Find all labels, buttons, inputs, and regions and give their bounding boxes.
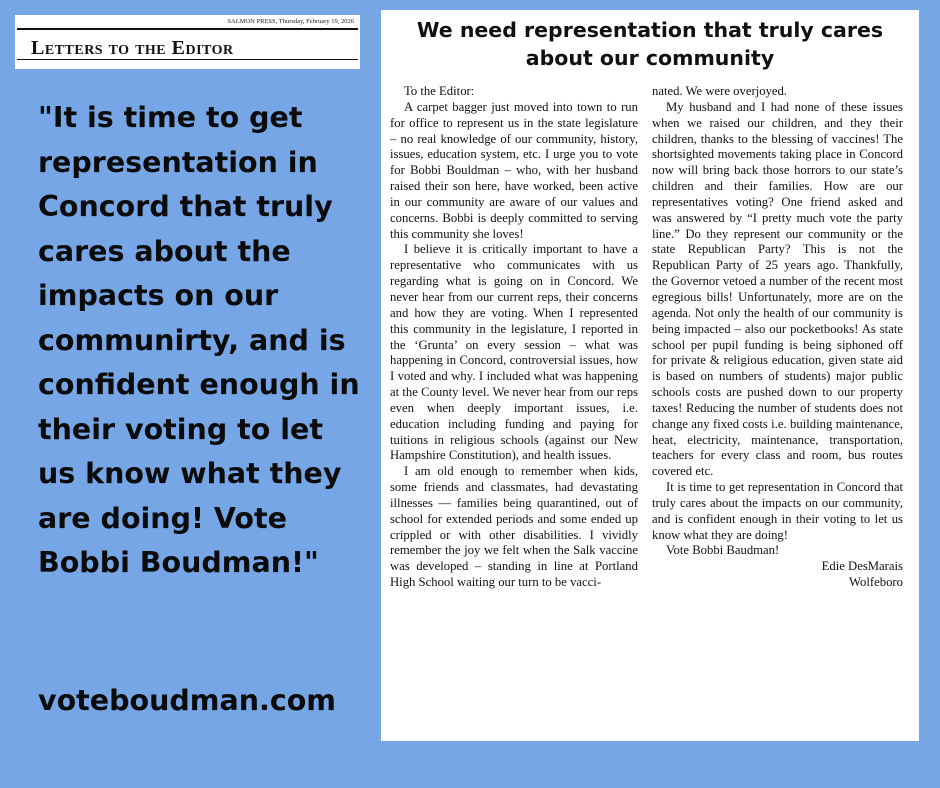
letter-paragraph: A carpet bagger just moved into town to run for office to represent us in the state legislature – no real knowledge of our community, history, issues, education system, etc. I urge you to vote for Bobbi Bouldman – who, with her husband raised their son here, have worked, been active in our community are aware of our values and concerns. Bobbi is deeply committed to serving this community she loves!: [390, 99, 638, 241]
masthead-rule-top: [17, 28, 358, 30]
letter-paragraph: I am old enough to remember when kids, some friends and classmates, had devastating illnesses — families being quarantined, out of school for extended periods and some ended up crippled or with other disabilities. I vividly remember the joy we felt when the Salk vaccine was developed – standing in line at Portland High School waiting our turn to be vacci-: [390, 464, 638, 590]
campaign-quote: "It is time to get representation in Concord that truly cares about the impacts on our communirty, and is confident enough in their voting to let us know what they are doing! Vote Bobbi Boudman!": [38, 101, 360, 579]
masthead-rule-bottom: [17, 59, 358, 60]
letter-paragraph: I believe it is critically important to have a representative who communicates with us regarding what is going on in Concord. We never hear from our current reps, their concerns and how they are voting. When I represented this community in the legislature, I reported in the ‘Grunta’ on every session – what was happening in Concord, controversial issues, how I voted and why. I included what was happening at the County level. We never hear from our reps even when deeply important issues, i.e. education including funding and paying for tuitions in religious schools (against our New Hampshire Constitution), and health issues.: [390, 242, 638, 463]
letter-salutation: To the Editor:: [404, 84, 475, 98]
campaign-website: voteboudman.com: [38, 684, 336, 717]
letter-paragraph-continuation: nated. We were overjoyed.: [652, 84, 788, 98]
section-title: Letters to the Editor: [31, 37, 234, 59]
letter-column-left: [390, 84, 638, 591]
letter-paragraph: Vote Bobbi Baudman!: [666, 543, 780, 558]
newspaper-masthead: [15, 15, 360, 69]
letter-paragraph: My husband and I had none of these issues when we raised our children, and they their children, thanks to the blessing of vaccines! The shortsighted movements taking place in Concord now will bring back those horrors to our state’s children and their families. How are our representatives voting? One friend asked and was answered by “I pretty much vote the party line.” Do they represent our community or the state Republican Party? This is not the Republican Party of 25 years ago. Thankfully, the Governor vetoed a number of the recent most egregious bills! Unfortunately, more are on the agenda. Not only the health of our community is being impacted – also our pocketbooks! As state school per pupil funding is being siphoned off for private & religious education, given state aid is based on numbers of students) major public schools costs are pushed down to our property taxes! Reducing the number of students does not change any fixed costs i.e. building maintenance, heat, electricity, maintenance, transportation, teachers for every class and room, bus routes covered etc.: [652, 99, 903, 479]
letter-clipping: [381, 10, 919, 741]
newspaper-dateline: SALMON PRESS, Thursday, February 19, 2026: [227, 18, 354, 25]
letter-signature-name: Edie DesMarais: [821, 559, 903, 574]
letter-signature-town: Wolfeboro: [849, 575, 903, 590]
letter-column-right: [652, 84, 903, 591]
letter-headline: We need representation that truly cares about our community: [416, 18, 884, 70]
letter-paragraph: It is time to get representation in Concord that truly cares about the impacts on our community, and is confident enough in their voting to let us know what they are doing!: [652, 480, 903, 542]
